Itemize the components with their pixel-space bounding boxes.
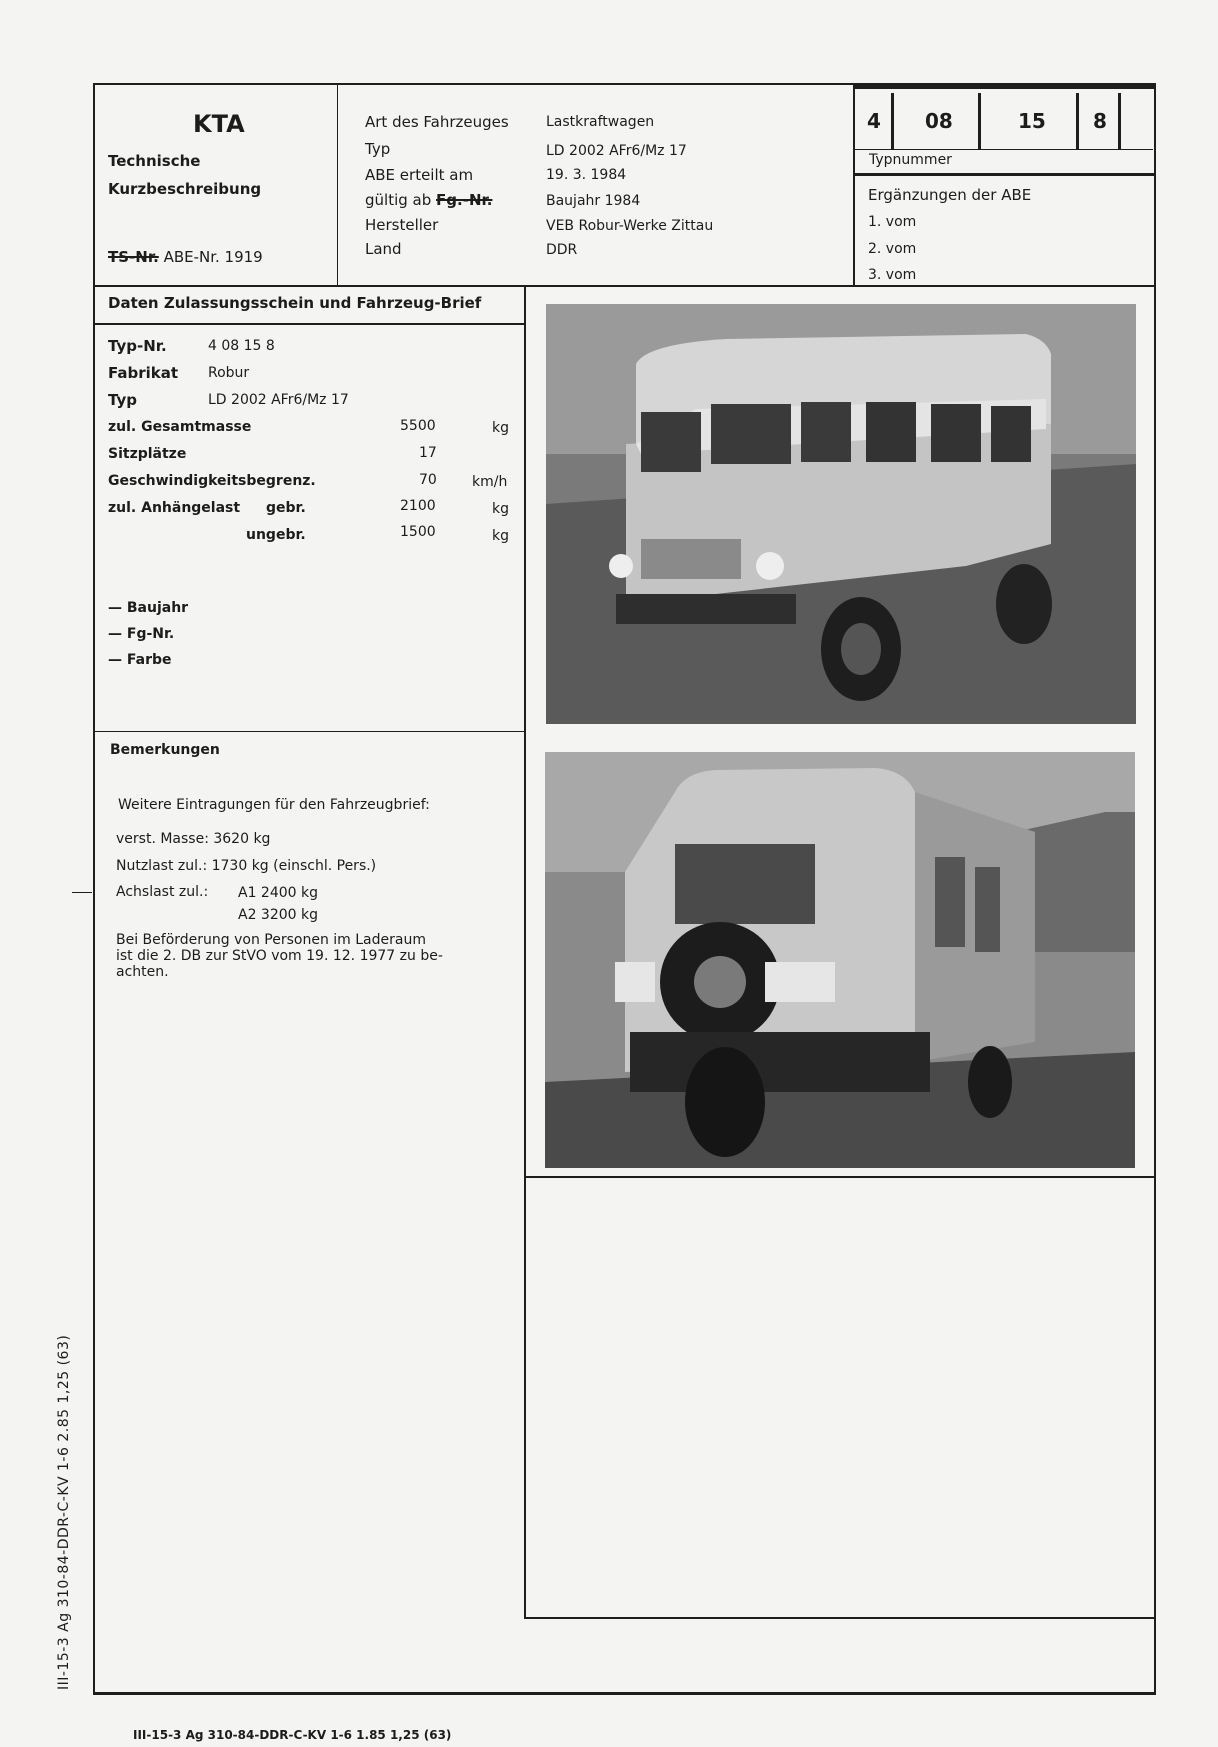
geschwindigkeit-label: Geschwindigkeitsbegrenz. bbox=[108, 473, 316, 489]
value-abe: 19. 3. 1984 bbox=[546, 167, 627, 183]
registration-title-line bbox=[93, 323, 525, 325]
brand-title: KTA bbox=[193, 110, 245, 138]
abe-number bbox=[108, 248, 263, 266]
type-number-box bbox=[853, 85, 1156, 176]
label-land: Land bbox=[365, 240, 402, 258]
margin-tick bbox=[72, 892, 92, 893]
abe-supplement-2: 2. vom bbox=[868, 241, 917, 257]
remarks-top-line bbox=[93, 731, 525, 732]
label-typ: Typ bbox=[365, 140, 391, 158]
anhaengelast-ungebr-label: ungebr. bbox=[246, 527, 306, 543]
abe-supplement-1: 1. vom bbox=[868, 214, 917, 230]
label-gueltig-text: gültig ab bbox=[365, 191, 432, 209]
geschwindigkeit-unit: km/h bbox=[472, 474, 508, 490]
remarks-mass: verst. Masse: 3620 kg bbox=[116, 831, 271, 847]
remarks-note-3: achten. bbox=[116, 964, 169, 980]
typ-nr-value: 4 08 15 8 bbox=[208, 338, 275, 354]
fabrikat-label: Fabrikat bbox=[108, 364, 179, 382]
remarks-axle-label: Achslast zul.: bbox=[116, 884, 209, 900]
label-abe: ABE erteilt am bbox=[365, 166, 474, 184]
label-gueltig bbox=[365, 191, 492, 209]
header-bottom-line bbox=[93, 285, 1156, 287]
middle-divider bbox=[524, 287, 526, 1617]
value-art: Lastkraftwagen bbox=[546, 114, 655, 130]
anhaengelast-label: zul. Anhängelast bbox=[108, 500, 241, 516]
type-digit-4: 8 bbox=[1093, 109, 1107, 133]
gesamtmasse-value: 5500 bbox=[400, 418, 436, 434]
frame-right bbox=[1154, 83, 1156, 1693]
typ-value: LD 2002 AFr6/Mz 17 bbox=[208, 392, 349, 408]
abe-supplement-3: 3. vom bbox=[868, 267, 917, 283]
abe-supplements-title: Ergänzungen der ABE bbox=[868, 186, 1032, 204]
gesamtmasse-label: zul. Gesamtmasse bbox=[108, 419, 252, 435]
anhaengelast-gebr-value: 2100 bbox=[400, 498, 436, 514]
label-art: Art des Fahrzeuges bbox=[365, 113, 509, 131]
sitzplaetze-value: 17 bbox=[419, 445, 437, 461]
value-land: DDR bbox=[546, 242, 578, 258]
sitzplaetze-label: Sitzplätze bbox=[108, 446, 187, 462]
anhaengelast-ungebr-value: 1500 bbox=[400, 524, 436, 540]
vehicle-photo-rear bbox=[545, 752, 1135, 1168]
subtitle-line2: Kurzbeschreibung bbox=[108, 180, 262, 198]
side-print-code: III-15-3 Ag 310-84-DDR-C-KV 1-6 2.85 1,25 (63) bbox=[56, 1334, 72, 1690]
remarks-note-2: ist die 2. DB zur StVO vom 19. 12. 1977 zu be- bbox=[116, 948, 443, 964]
remarks-axle-a1: A1 2400 kg bbox=[238, 885, 319, 901]
anhaengelast-ungebr-unit: kg bbox=[492, 528, 509, 544]
lower-box-top bbox=[524, 1176, 1156, 1178]
ts-nr-struck: TS-Nr. bbox=[108, 248, 159, 266]
registration-title: Daten Zulassungsschein und Fahrzeug-Brief bbox=[108, 294, 482, 312]
type-number-label: Typnummer bbox=[869, 152, 952, 168]
dash-baujahr: — Baujahr bbox=[108, 600, 189, 616]
type-digit-1: 4 bbox=[867, 109, 881, 133]
value-typ: LD 2002 AFr6/Mz 17 bbox=[546, 143, 687, 159]
dash-farbe: — Farbe bbox=[108, 652, 172, 668]
footer-print-code: III-15-3 Ag 310-84-DDR-C-KV 1-6 1.85 1,25 (63) bbox=[133, 1728, 452, 1742]
type-digit-2: 08 bbox=[925, 109, 953, 133]
remarks-payload: Nutzlast zul.: 1730 kg (einschl. Pers.) bbox=[116, 858, 377, 874]
vehicle-photo-front bbox=[546, 304, 1136, 724]
remarks-intro: Weitere Eintragungen für den Fahrzeugbrief: bbox=[118, 797, 430, 813]
dash-fg-nr: — Fg-Nr. bbox=[108, 626, 175, 642]
geschwindigkeit-value: 70 bbox=[419, 472, 437, 488]
remarks-title: Bemerkungen bbox=[110, 742, 220, 758]
lower-box-bottom bbox=[524, 1617, 1156, 1619]
header-divider-1 bbox=[337, 85, 338, 285]
typ-nr-label: Typ-Nr. bbox=[108, 337, 167, 355]
value-gueltig: Baujahr 1984 bbox=[546, 193, 641, 209]
anhaengelast-gebr-label: gebr. bbox=[266, 500, 306, 516]
fabrikat-value: Robur bbox=[208, 365, 250, 381]
subtitle-line1: Technische bbox=[108, 152, 201, 170]
remarks-axle-a2: A2 3200 kg bbox=[238, 907, 319, 923]
gesamtmasse-unit: kg bbox=[492, 420, 509, 436]
label-hersteller: Hersteller bbox=[365, 216, 439, 234]
abe-nr: ABE-Nr. 1919 bbox=[163, 248, 263, 266]
remarks-note-1: Bei Beförderung von Personen im Laderaum bbox=[116, 932, 426, 948]
value-hersteller: VEB Robur-Werke Zittau bbox=[546, 218, 714, 234]
frame-bottom bbox=[93, 1692, 1156, 1695]
label-fg-struck: Fg.-Nr. bbox=[436, 191, 493, 209]
type-digit-3: 15 bbox=[1018, 109, 1046, 133]
typ-label: Typ bbox=[108, 391, 137, 409]
anhaengelast-gebr-unit: kg bbox=[492, 501, 509, 517]
